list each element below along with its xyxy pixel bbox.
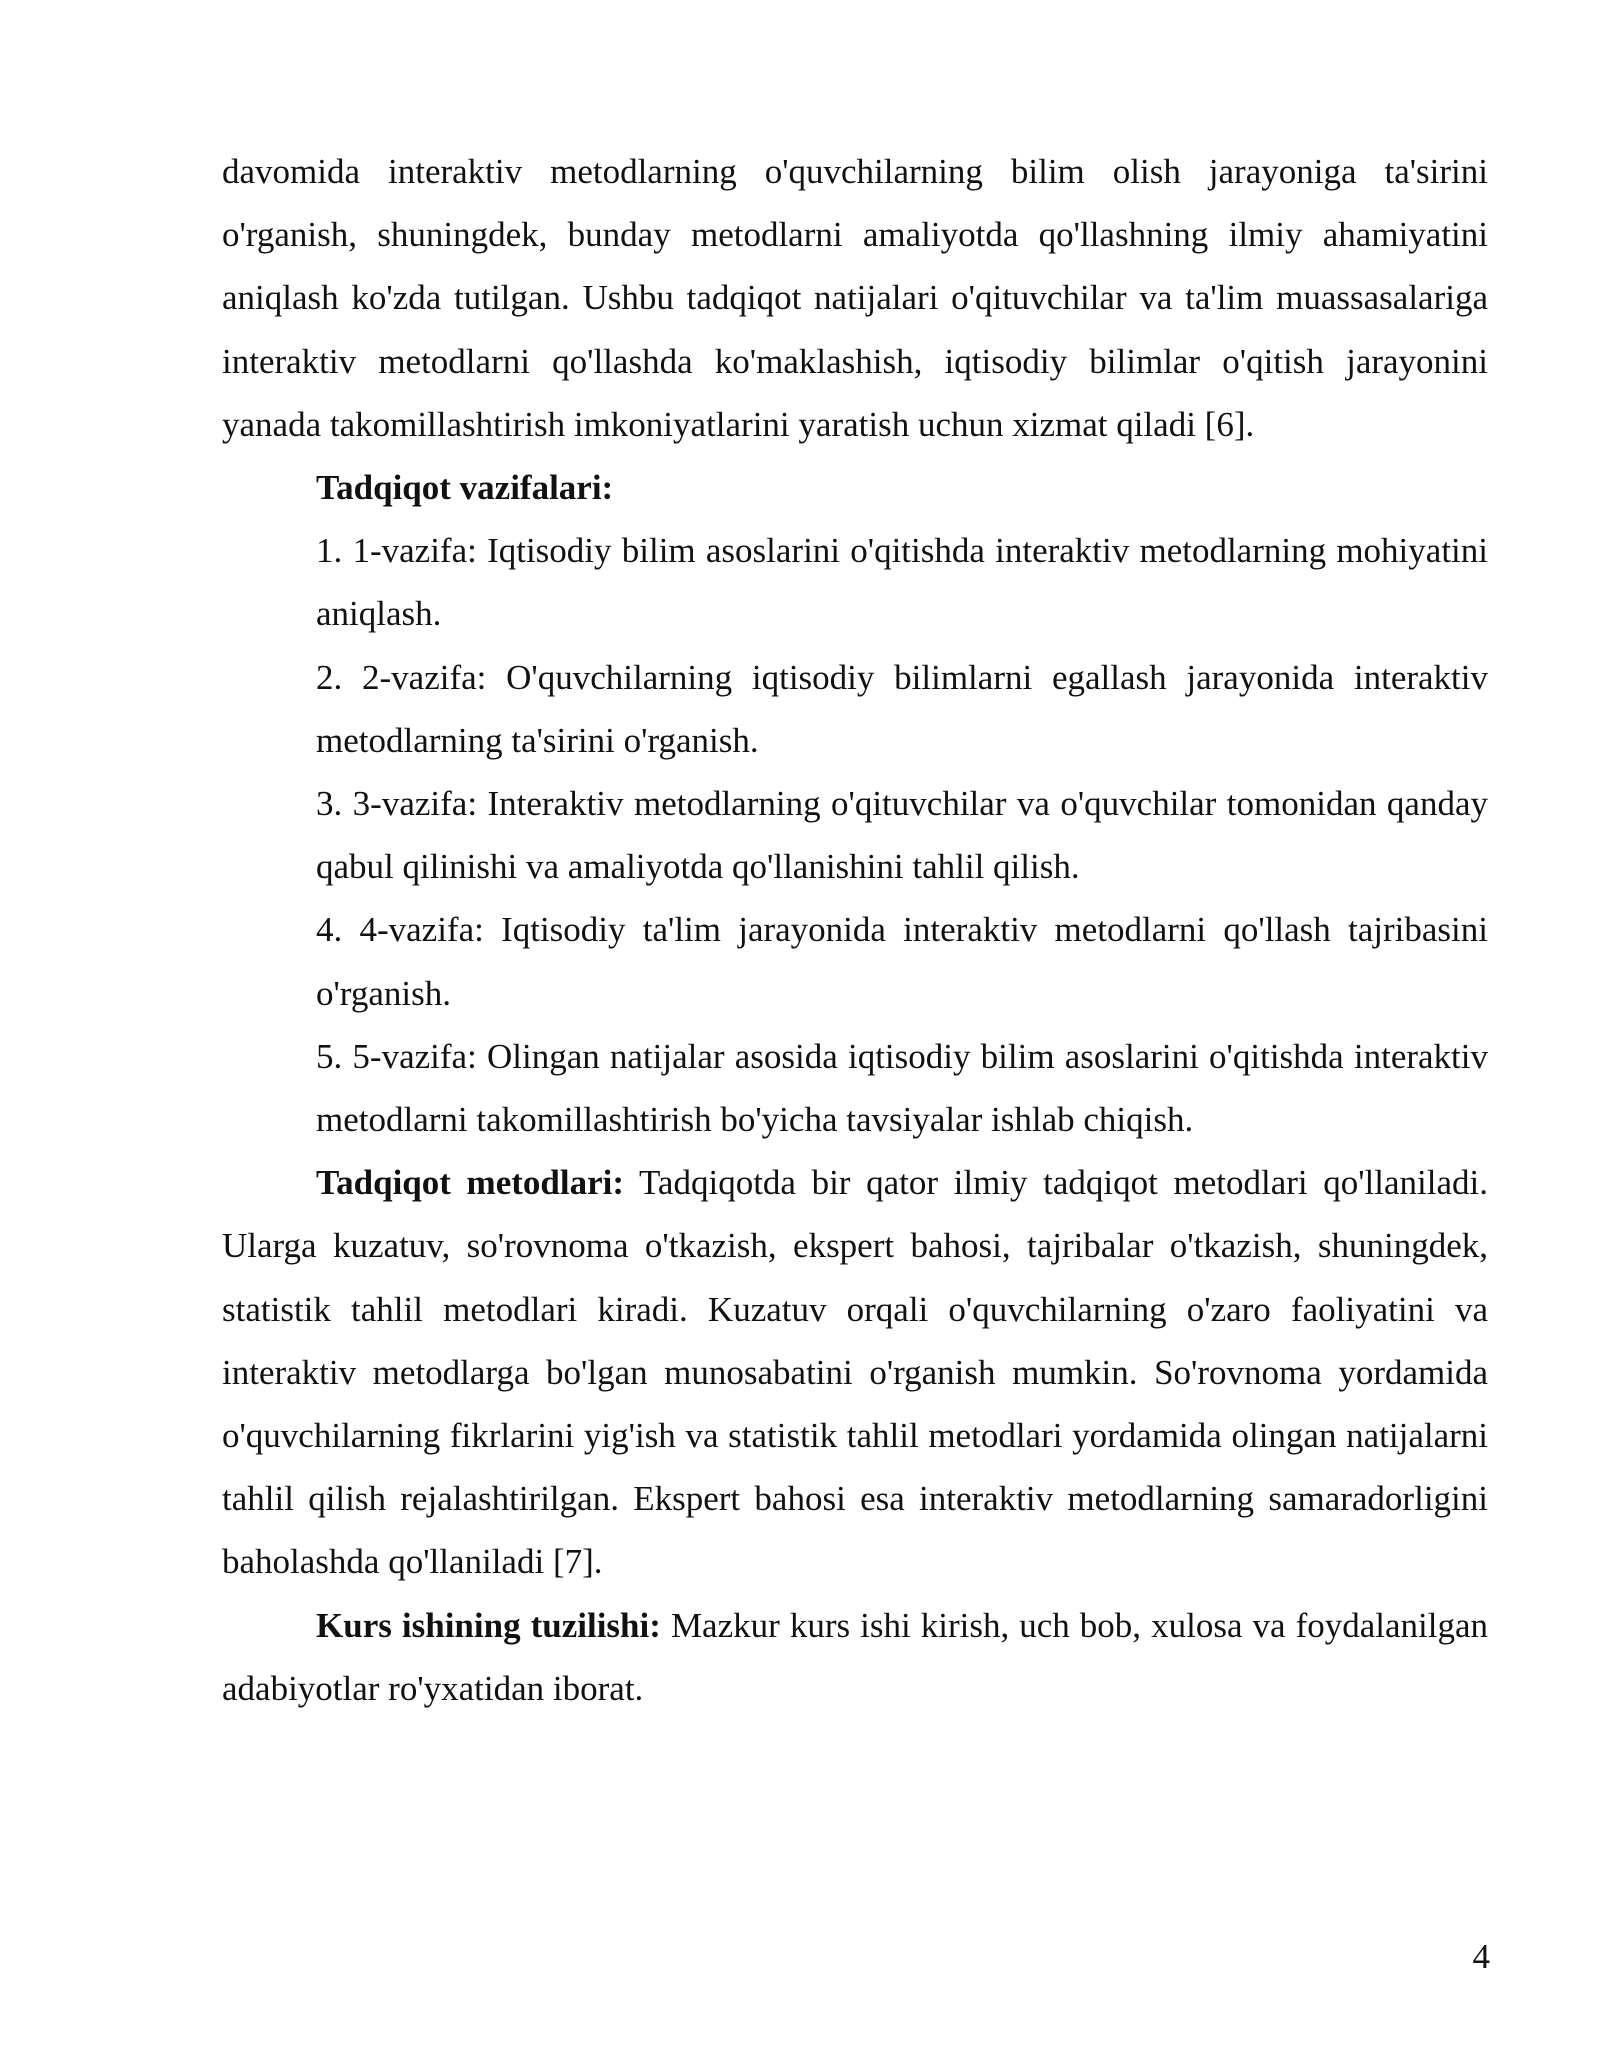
task-item-4: 4. 4-vazifa: Iqtisodiy ta'lim jarayonida interaktiv metodlarni qo'llash tajribasini o'rganish. [316,910,1488,1013]
structure-label: Kurs ishining tuzilishi: [316,1605,661,1645]
methods-text: Tadqiqotda bir qator ilmiy tadqiqot metodlari qo'llaniladi. Ularga kuzatuv, so'rovnoma o'tkazish, ekspert bahosi, tajribalar o'tkazish, shuningdek, statistik tahlil metodlari kiradi. Kuzatuv orqali o'quvchilarning o'zaro faoliyatini va interaktiv metodlarga bo'lgan munosabatini o'rganish mumkin. So'rovnoma yordamida o'quvchilarning fikrlarini yig'ish va statistik tahlil metodlari yordamida olingan natijalarni tahlil qilish rejalashtirilgan. Ekspert bahosi esa interaktiv metodlarning samaradorligini baholashda qo'llaniladi [7]. [222,1163,1489,1582]
intro-paragraph: davomida interaktiv metodlarning o'quvchilarning bilim olish jarayoniga ta'sirini o'rganish, shuningdek, bunday metodlarni amaliyotda qo'llashning ilmiy ahamiyatini aniqlash ko'zda tutilgan. Ushbu tadqiqot natijalari o'qituvchilar va ta'lim muassasalariga interaktiv metodlarni qo'llashda ko'maklashish, iqtisodiy bilimlar o'qitish jarayonini yanada takomillashtirish imkoniyatlarini yaratish uchun xizmat qiladi [6]. [222,152,1488,444]
task-item-2: 2. 2-vazifa: O'quvchilarning iqtisodiy bilimlarni egallash jarayonida interaktiv metodlarning ta'sirini o'rganish. [316,657,1488,760]
task-item-5: 5. 5-vazifa: Olingan natijalar asosida iqtisodiy bilim asoslarini o'qitishda interaktiv metodlarni takomillashtirish bo'yicha tavsiyalar ishlab chiqish. [316,1036,1488,1140]
methods-paragraph [222,1151,1488,1593]
task-item-1: 1. 1-vazifa: Iqtisodiy bilim asoslarini o'qitishda interaktiv metodlarning mohiyatini aniqlash. [316,531,1488,634]
document-page [222,140,1488,1720]
structure-text: Mazkur kurs ishi kirish, uch bob, xulosa va foydalanilgan adabiyotlar ro'yxatidan iborat. [222,1605,1489,1708]
tasks-heading: Tadqiqot vazifalari: [316,468,614,508]
task-item-3: 3. 3-vazifa: Interaktiv metodlarning o'qituvchilar va o'quvchilar tomonidan qanday qabul qilinishi va amaliyotda qo'llanishini tahlil qilish. [316,784,1488,887]
methods-label: Tadqiqot metodlari: [316,1163,624,1203]
page-number: 4 [1472,1937,1490,1976]
structure-paragraph [222,1594,1488,1720]
